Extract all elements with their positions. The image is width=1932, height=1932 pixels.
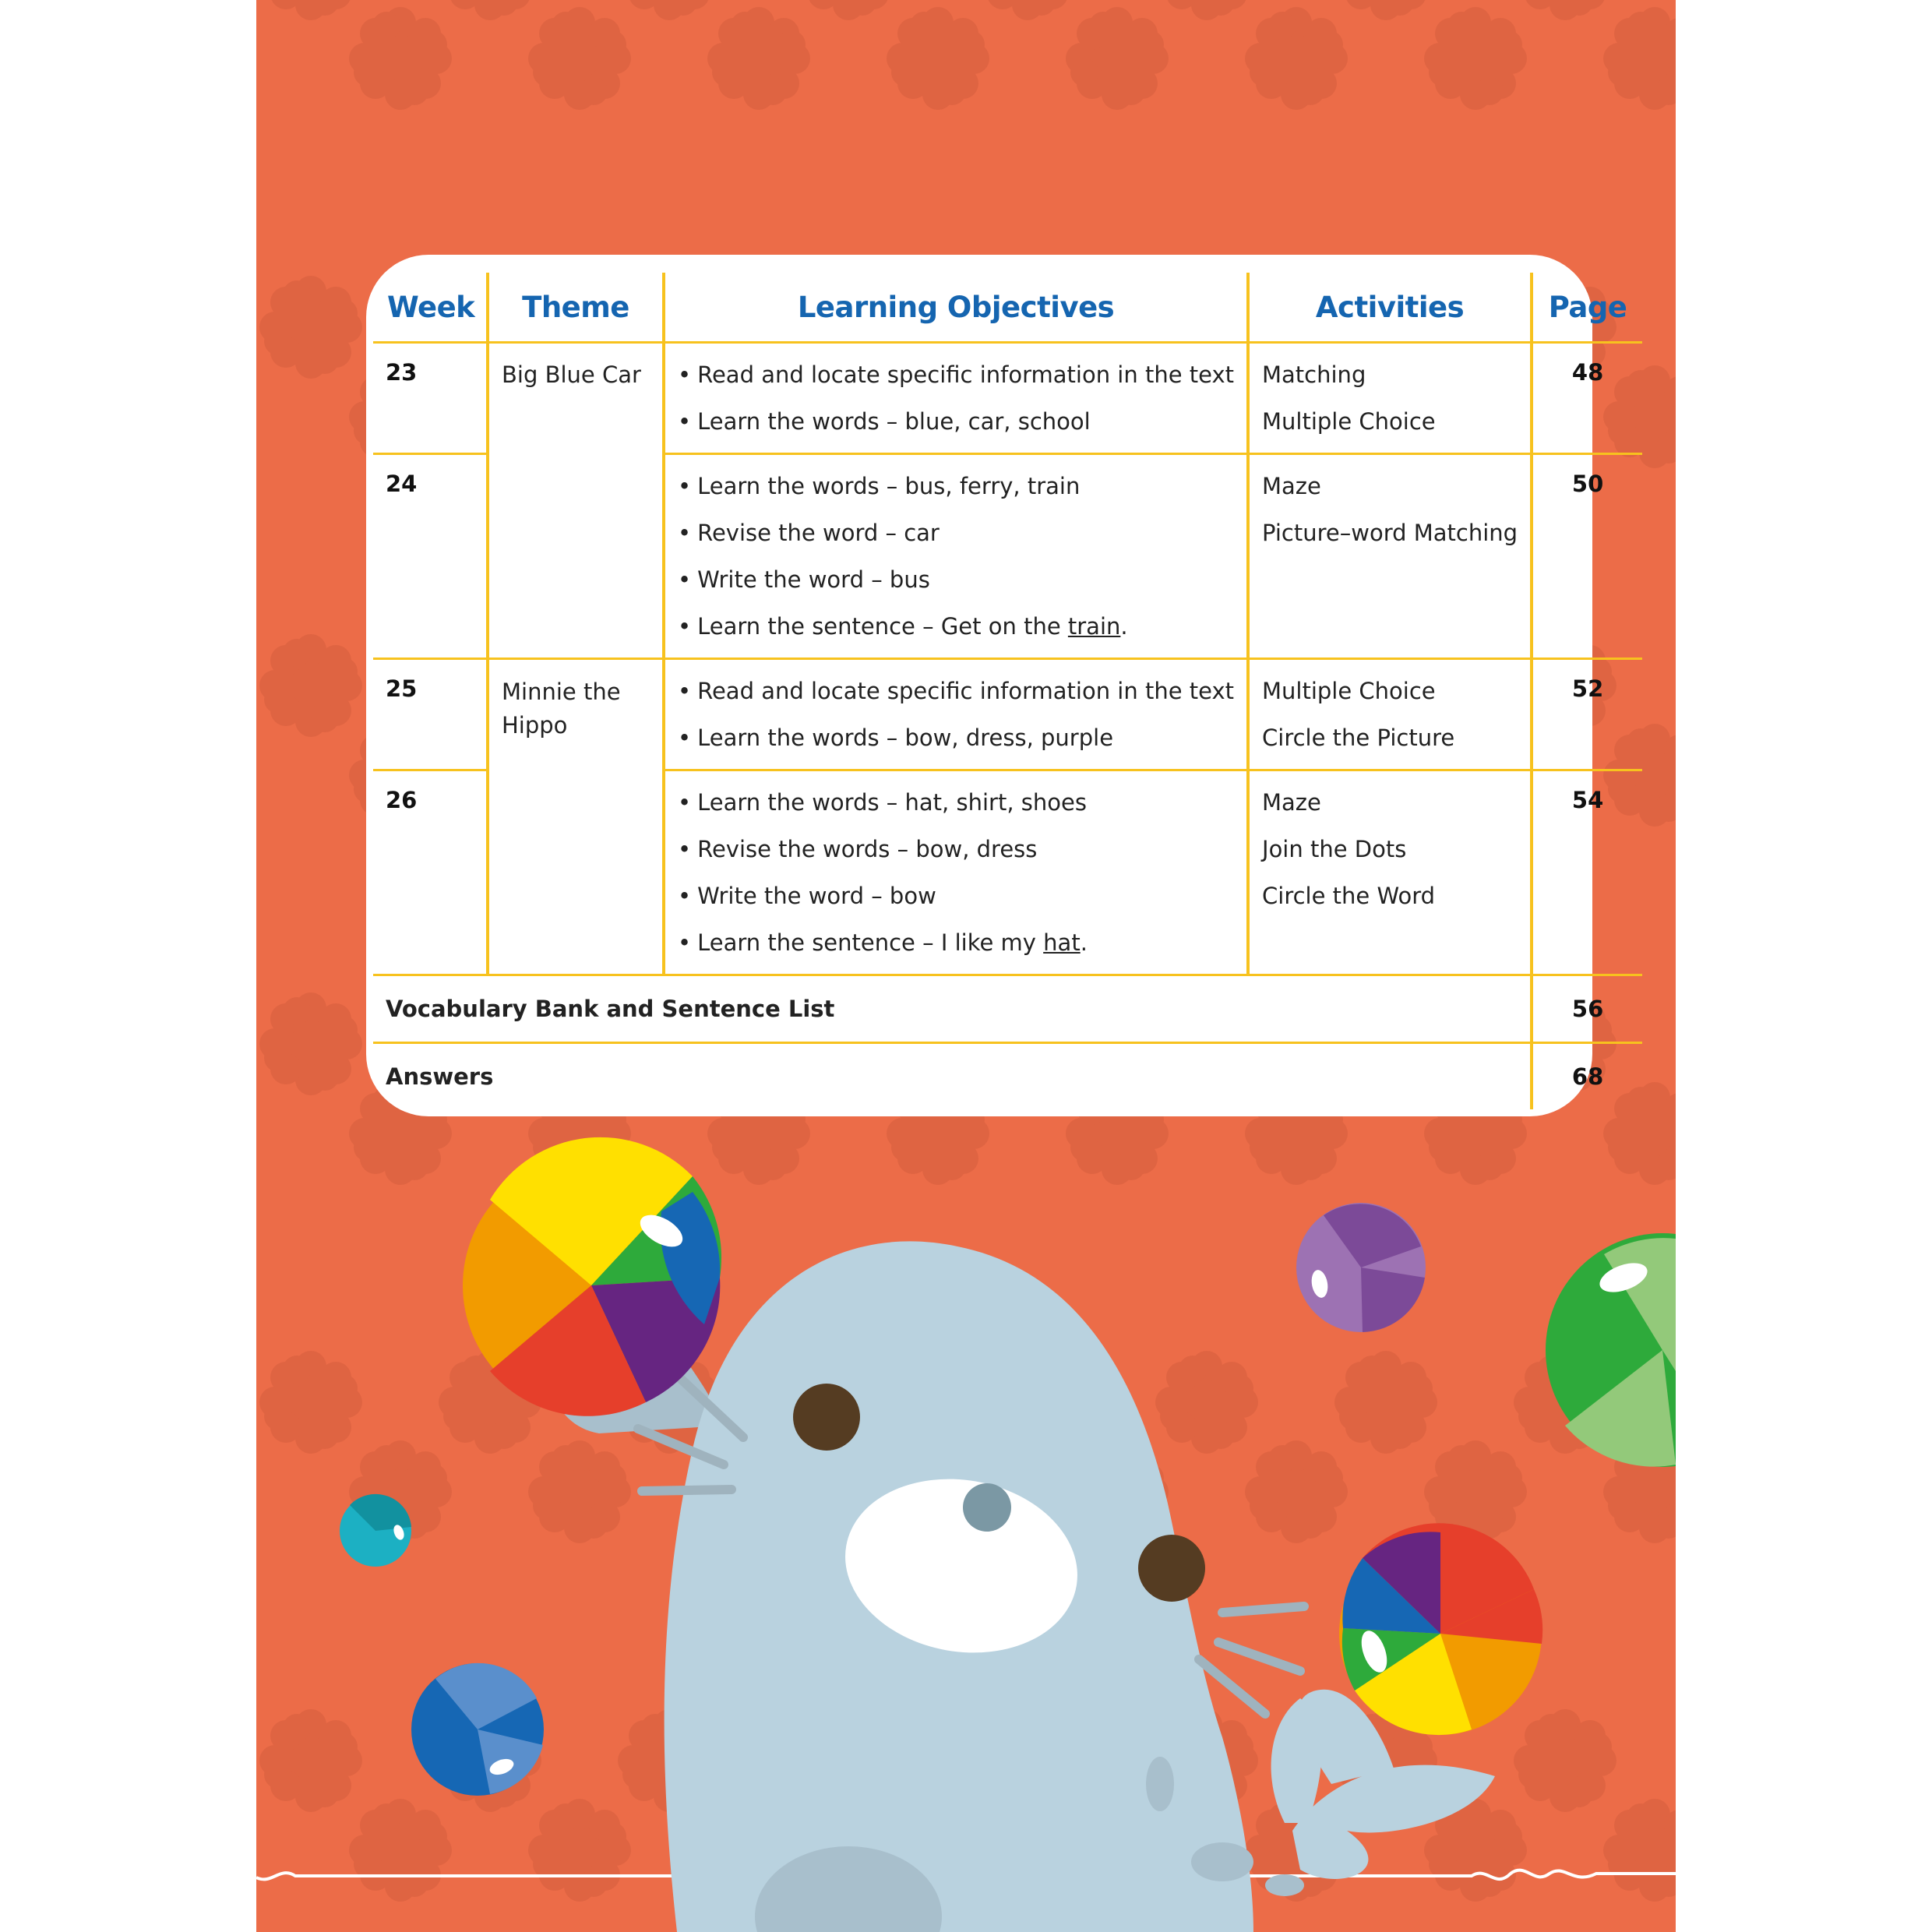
- objective-item: • Learn the words – bow, dress, purple: [678, 722, 1234, 769]
- page-background: [256, 0, 1676, 1932]
- seal-eye-left: [793, 1384, 860, 1451]
- activity-item: Multiple Choice: [1262, 678, 1436, 704]
- page-number: 52: [1532, 659, 1642, 770]
- objectives-cell: [664, 343, 1248, 454]
- activity-item: Circle the Word: [1262, 883, 1436, 909]
- objectives-cell: [664, 659, 1248, 770]
- activity-item: Maze: [1262, 473, 1321, 499]
- objective-item: • Learn the words – blue, car, school: [678, 406, 1234, 453]
- seal-tail: [1292, 1765, 1495, 1879]
- table-row: [373, 343, 1642, 454]
- week-number: 26: [373, 770, 488, 975]
- beach-ball-rainbow-small: [1339, 1523, 1542, 1735]
- toc-table: [373, 273, 1642, 1109]
- objective-item: • Learn the words – bus, ferry, train: [678, 471, 1234, 517]
- beach-ball-rainbow-large: [463, 1137, 721, 1416]
- header-theme: Theme: [488, 273, 664, 343]
- header-activities: Activities: [1248, 273, 1532, 343]
- objectives-cell: [664, 454, 1248, 659]
- week-number: 25: [373, 659, 488, 770]
- objective-item: • Learn the sentence – I like my hat.: [678, 927, 1234, 974]
- week-number: 24: [373, 454, 488, 659]
- activities-cell: [1248, 659, 1532, 770]
- page-number: 50: [1532, 454, 1642, 659]
- objective-item: • Write the word – bow: [678, 880, 1234, 927]
- activity-item: Picture–word Matching: [1262, 520, 1518, 546]
- page-number: 56: [1532, 975, 1642, 1043]
- week-number: 23: [373, 343, 488, 454]
- theme-name: Minnie the Hippo: [488, 659, 664, 975]
- objective-item: • Write the word – bus: [678, 564, 1234, 611]
- seal-nose: [963, 1483, 1011, 1532]
- table-row: [373, 659, 1642, 770]
- page-number: 48: [1532, 343, 1642, 454]
- objective-item: • Revise the word – car: [678, 517, 1234, 564]
- beach-ball-blue: [411, 1663, 544, 1796]
- page-number: 54: [1532, 770, 1642, 975]
- answers-label: Answers: [373, 1043, 1532, 1110]
- objective-item: • Revise the words – bow, dress: [678, 834, 1234, 880]
- beach-ball-teal: [340, 1494, 411, 1567]
- activity-item: Maze: [1262, 789, 1321, 816]
- objectives-cell: [664, 770, 1248, 975]
- beach-ball-green: [1546, 1233, 1676, 1467]
- vocabulary-bank-label: Vocabulary Bank and Sentence List: [373, 975, 1532, 1043]
- activity-item: Matching: [1262, 361, 1366, 388]
- table-row-vocabulary: [373, 975, 1642, 1043]
- beach-ball-purple: [1296, 1203, 1426, 1332]
- objective-item: • Learn the words – hat, shirt, shoes: [678, 787, 1234, 834]
- objective-item: • Learn the sentence – Get on the train.: [678, 611, 1234, 658]
- activities-cell: [1248, 770, 1532, 975]
- header-week: Week: [373, 273, 488, 343]
- objective-item: • Read and locate specific information in the text: [678, 675, 1234, 722]
- activities-cell: [1248, 454, 1532, 659]
- activities-cell: [1248, 343, 1532, 454]
- activity-item: Multiple Choice: [1262, 408, 1436, 435]
- activity-item: Join the Dots: [1262, 836, 1407, 862]
- header-page: Page: [1532, 273, 1642, 343]
- header-learning-objectives: Learning Objectives: [664, 273, 1248, 343]
- seal-eye-right: [1138, 1535, 1205, 1602]
- objective-item: • Read and locate specific information in the text: [678, 359, 1234, 406]
- activity-item: Circle the Picture: [1262, 724, 1455, 751]
- table-row-answers: [373, 1043, 1642, 1110]
- toc-header-row: [373, 273, 1642, 343]
- theme-name: Big Blue Car: [488, 343, 664, 659]
- page-number: 68: [1571, 1063, 1604, 1090]
